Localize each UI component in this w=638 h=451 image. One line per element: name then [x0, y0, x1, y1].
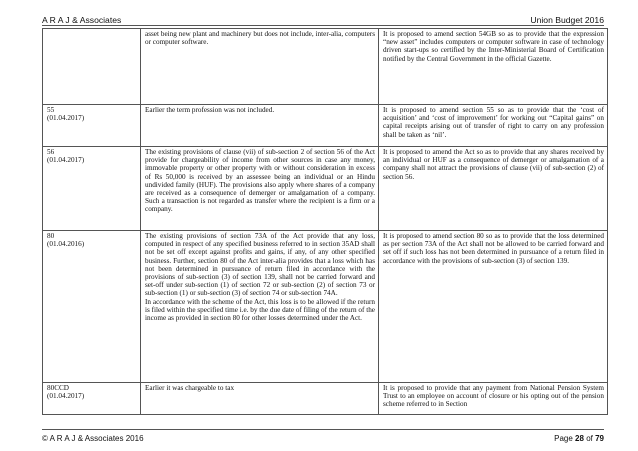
- effective-date: (01.04.2017): [47, 392, 85, 401]
- effective-date: (01.04.2017): [47, 114, 85, 123]
- section-cell: [43, 147, 141, 231]
- proposed-amendment-cell: It is proposed to provide that any payment from National Pension System Trust to an employee on account of closure or his opting out of the pension scheme referred to in Section: [379, 383, 608, 415]
- section-number: 80: [47, 232, 55, 240]
- section-number: 56: [47, 148, 55, 156]
- effective-date: (01.04.2016): [47, 240, 85, 249]
- table-row: [43, 29, 608, 105]
- table-row: [43, 147, 608, 231]
- page-of-label: of: [586, 433, 593, 443]
- budget-amendments-table: [42, 28, 608, 415]
- section-number: 55: [47, 106, 55, 114]
- proposed-amendment-cell: It is proposed to amend the Act so as to provide that any shares received by an individual or HUF as a consequence of demerger or amalgamation of a company shall not attract the provisions of clause (vii) of sub-section (2) of section 56.: [379, 147, 608, 231]
- total-pages: 79: [595, 433, 604, 443]
- section-cell: [43, 231, 141, 383]
- section-cell: [43, 105, 141, 147]
- section-number: 80CCD: [47, 384, 69, 392]
- earlier-provision-cell: asset being new plant and machinery but does not include, inter-alia, computers or computer software.: [141, 29, 379, 105]
- table-row: [43, 105, 608, 147]
- table-row: [43, 231, 608, 383]
- page-label: Page: [554, 433, 573, 443]
- header-document-title: Union Budget 2016: [530, 15, 604, 25]
- proposed-amendment-cell: It is proposed to amend section 54GB so as to provide that the expression “new asset” includes computers or computer software in case of technology driven start-ups so certified by the Inter-Ministerial Board of Certification notified by the Central Government in the official Gazette.: [379, 29, 608, 105]
- earlier-provision-paragraph: The existing provisions of section 73A of the Act provide that any loss, computed in respect of any specified business referred to in section 35AD shall not be set off except against profits and gains, if any, of any other specified business. Further, section 80 of the Act inter-alia provides that a loss which has not been determined in pursuance of return filed in accordance with the provisions of sub-section (3) of section 139, shall not be carried forward and set-off under sub-section (1) of section 72 or sub-section (2) of section 73 or sub-section (1) or sub-section (3) of section 74 or sub-section 74A.: [145, 232, 375, 298]
- current-page: 28: [575, 433, 584, 443]
- footer-divider: [42, 429, 604, 430]
- proposed-amendment-cell: It is proposed to amend section 80 so as to provide that the loss determined as per section 73A of the Act shall not be allowed to be carried forward and set off if such loss has not been determined in pursuance of a return filed in accordance with the provisions of sub-section (3) of section 139.: [379, 231, 608, 383]
- section-cell: [43, 29, 141, 105]
- earlier-provision-paragraph: In accordance with the scheme of the Act, this loss is to be allowed if the return is filed within the specified time i.e. by the due date of filing of the return of the income as provided in section 80 for other losses determined under the Act.: [145, 297, 375, 323]
- earlier-provision-cell: Earlier the term profession was not included.: [141, 105, 379, 147]
- earlier-provision-cell: [141, 231, 379, 383]
- header-divider: [42, 25, 604, 26]
- header-firm-name: A R A J & Associates: [42, 15, 122, 25]
- page-footer: [42, 432, 604, 444]
- earlier-provision-cell: The existing provisions of clause (vii) of sub-section 2 of section 56 of the Act provide for chargeability of income from other sources in case any money, immovable property or other property with or without consideration in excess of Rs 50,000 is received by an assessee being an individual or an Hindu undivided family (HUF). The provisions also apply where shares of a company are received as a consequence of demerger or amalgamation of a company. Such a transaction is not regarded as transfer where the recipient is a firm or a company.: [141, 147, 379, 231]
- earlier-provision-cell: Earlier it was chargeable to tax: [141, 383, 379, 415]
- section-cell: [43, 383, 141, 415]
- effective-date: (01.04.2017): [47, 156, 85, 165]
- page-number: [554, 434, 604, 443]
- table-row: [43, 383, 608, 415]
- proposed-amendment-cell: It is proposed to amend section 55 so as to provide that the ‘cost of acquisition’ and ‘cost of improvement’ for working out “Capital gains” on capital receipts arising out of transfer of right to carry on any profession shall be taken as ‘nil’.: [379, 105, 608, 147]
- footer-copyright: © A R A J & Associates 2016: [42, 433, 144, 443]
